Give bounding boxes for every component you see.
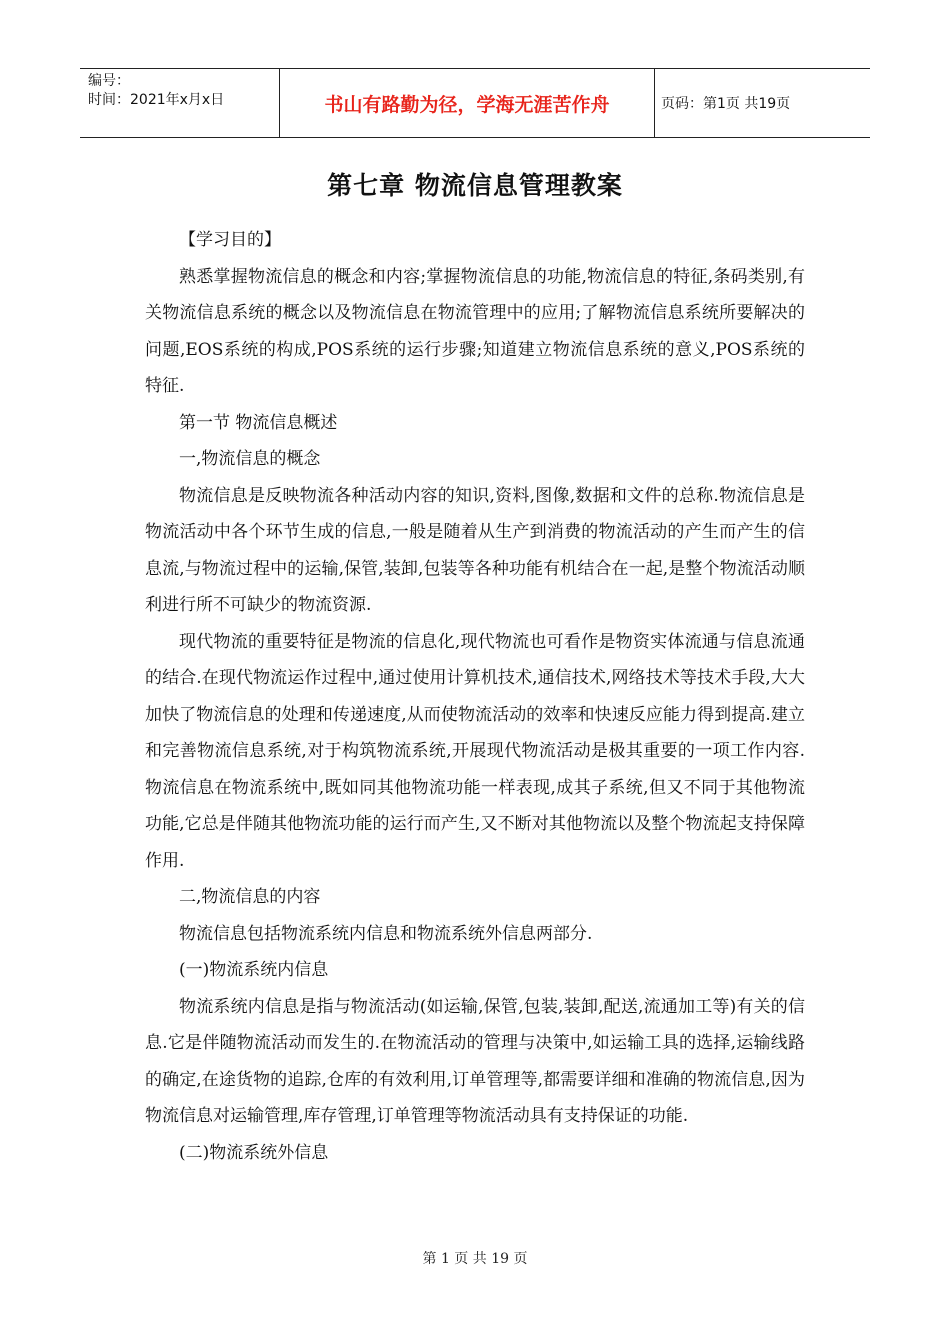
subsection-heading: (一)物流系统内信息 [179,960,329,980]
paragraph: 【学习目的】 [179,230,281,250]
document-body [145,222,805,1171]
document-header [80,68,870,138]
section-heading: 第一节 物流信息概述 [179,412,338,433]
header-motto: 书山有路勤为径，学海无涯苦作舟 [324,93,610,116]
page-footer: 第 1 页 共 19 页 [422,1251,528,1267]
header-meta-cell [80,69,280,137]
paragraph: 物流系统内信息是指与物流活动(如运输,保管,包装,装卸,配送,流通加工等)有关的信息.它是伴随物流活动而发生的.在物流活动的管理与决策中,如运输工具的选择,运输线路的确定,在途货物的追踪,仓库的有效利用,订单管理等,都需要详细和准确的物流信息,因为物流信息对运输管理,库存管理,订单管理等物流活动具有支持保证的功能. [145,996,805,1126]
subsection-heading: (二)物流系统外信息 [179,1142,329,1163]
subsection-heading: 二,物流信息的内容 [179,887,321,907]
document-number-label: 编号： [88,73,130,89]
header-page-cell [655,69,870,137]
document-date: 时间：2021年x月x日 [88,92,225,108]
paragraph: 物流信息包括物流系统内信息和物流系统外信息两部分. [179,923,593,944]
paragraph: 物流信息是反映物流各种活动内容的知识,资料,图像,数据和文件的总称.物流信息是物流活动中各个环节生成的信息,一般是随着从生产到消费的物流活动的产生而产生的信息流,与物流过程中的运输,保管,装卸,包装等各种功能有机结合在一起,是整个物流活动顺利进行所不可缺少的物流资源. [145,485,805,615]
document-title: 第七章 物流信息管理教案 [327,171,623,200]
paragraph: 熟悉掌握物流信息的概念和内容;掌握物流信息的功能,物流信息的特征,条码类别,有关物流信息系统的概念以及物流信息在物流管理中的应用;了解物流信息系统所要解决的问题,EOS系统的构成,POS系统的运行步骤;知道建立物流信息系统的意义,POS系统的特征. [145,266,805,396]
header-motto-cell [280,69,655,137]
paragraph: 现代物流的重要特征是物流的信息化,现代物流也可看作是物资实体流通与信息流通的结合.在现代物流运作过程中,通过使用计算机技术,通信技术,网络技术等技术手段,大大加快了物流信息的处理和传递速度,从而使物流活动的效率和快速反应能力得到提高.建立和完善物流信息系统,对于构筑物流系统,开展现代物流活动是极其重要的一项工作内容.物流信息在物流系统中,既如同其他物流功能一样表现,成其子系统,但又不同于其他物流功能,它总是伴随其他物流功能的运行而产生,又不断对其他物流以及整个物流起支持保障作用. [145,631,805,871]
subsection-heading: 一,物流信息的概念 [179,449,321,469]
header-page-info: 页码：第1页 共19页 [661,96,791,112]
